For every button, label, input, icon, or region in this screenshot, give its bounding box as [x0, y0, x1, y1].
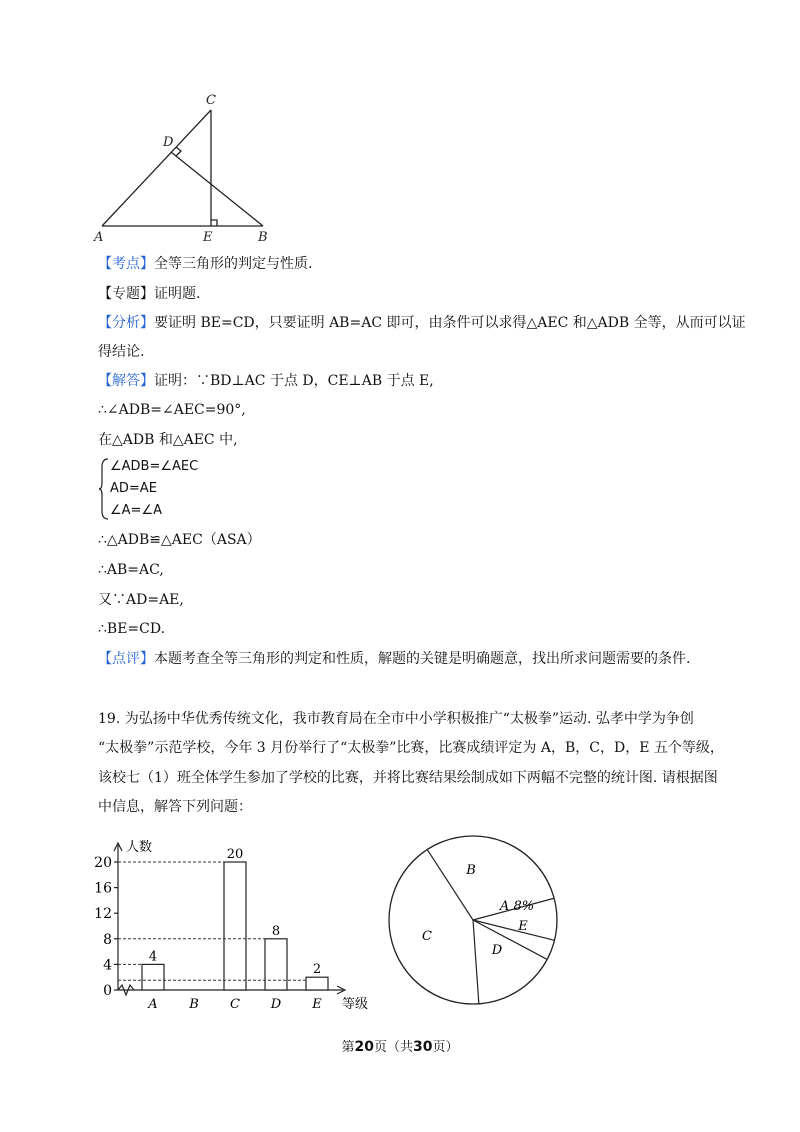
system-row-3: ∠A=∠A — [110, 503, 162, 518]
segment-ac — [102, 110, 211, 226]
footer-page-number: 20 — [354, 1039, 374, 1055]
label-c: C — [206, 93, 216, 108]
label-a: A — [94, 230, 104, 245]
zhuanti-line — [98, 284, 200, 304]
x-tick-label-E: E — [312, 997, 322, 1012]
system-row-2: AD=AE — [110, 481, 157, 496]
data-label-C: 20 — [226, 847, 244, 862]
fenxi-text-1: 要证明 BE=CD，只要证明 AB=AC 即可，由条件可以求得△AEC 和△ADB 全等，从而可以证 — [154, 315, 746, 331]
bar-D — [265, 939, 287, 990]
kaodian-text: 全等三角形的判定与性质. — [154, 256, 313, 272]
fenxi-tag: 【分析】 — [98, 315, 154, 331]
pie-slice-label: A 8% — [499, 899, 535, 914]
bar-C — [224, 862, 246, 990]
bar-chart — [88, 835, 388, 1015]
zhuanti-tag: 【专题】 — [98, 286, 154, 302]
footer-suffix: 页） — [432, 1040, 459, 1055]
bar-E — [306, 977, 328, 990]
equation-system — [98, 457, 208, 521]
fenxi-line-2: 得结论. — [98, 344, 145, 360]
y-tick-label: 20 — [94, 855, 112, 871]
data-label-A: 4 — [148, 949, 158, 965]
dianping-line — [98, 649, 690, 669]
y-tick-label: 12 — [94, 906, 112, 923]
step-1: ∴∠ADB=∠AEC=90°, — [98, 402, 246, 418]
footer-prefix: 第 — [341, 1040, 355, 1055]
q19-line-2: “太极拳”示范学校，今年 3 月份举行了“太极拳”比赛，比赛成绩评定为 A，B，C，D，E 五个等级， — [98, 740, 724, 756]
pie-slice-label: C — [422, 929, 432, 944]
label-e: E — [203, 230, 213, 245]
q19-line-4: 中信息，解答下列问题： — [98, 799, 252, 815]
label-b: B — [258, 230, 268, 245]
pie-slice-label: D — [491, 943, 503, 958]
bar-A — [142, 964, 164, 990]
step-5: 又∵AD=AE, — [98, 592, 184, 608]
jieda-line — [98, 371, 434, 391]
right-angle-d — [176, 147, 181, 156]
label-d: D — [163, 135, 174, 150]
right-angle-e — [211, 220, 217, 226]
y-tick-label: 0 — [103, 983, 112, 999]
zhuanti-text: 证明题. — [154, 286, 201, 302]
pie-chart — [385, 832, 565, 1012]
x-tick-label-D: D — [270, 997, 282, 1012]
y-axis-label: 人数 — [126, 840, 153, 855]
step-2: 在△ADB 和△AEC 中, — [98, 432, 238, 448]
y-tick-label: 8 — [103, 931, 112, 948]
y-tick-label: 4 — [103, 957, 112, 974]
x-axis-label: 等级 — [342, 997, 369, 1012]
x-tick-label-C: C — [230, 997, 240, 1012]
q19-line-3: 该校七（1）班全体学生参加了学校的比赛，并将比赛结果绘制成如下两幅不完整的统计图. 请根据图 — [98, 770, 718, 786]
q19-line-1: 19. 为弘扬中华优秀传统文化，我市教育局在全市中小学积极推广“太极拳”运动. 弘孝中学为争创 — [98, 711, 694, 727]
footer-total-pages: 30 — [413, 1039, 433, 1055]
pie-slice-label: B — [466, 863, 476, 878]
x-tick-label-A: A — [148, 997, 158, 1012]
dianping-text: 本题考查全等三角形的判定和性质，解题的关键是明确题意，找出所求问题需要的条件. — [154, 651, 691, 667]
dianping-tag: 【点评】 — [98, 651, 154, 667]
kaodian-tag: 【考点】 — [98, 256, 154, 272]
step-4: ∴AB=AC, — [98, 562, 164, 578]
data-label-D: 8 — [271, 923, 281, 939]
geometry-figure — [90, 90, 280, 245]
segment-bd — [171, 152, 263, 226]
footer-middle: 页（共 — [373, 1040, 413, 1055]
jieda-tag: 【解答】 — [98, 373, 154, 389]
pie-slice-label: E — [518, 919, 528, 934]
step-6: ∴BE=CD. — [98, 621, 166, 637]
kaodian-line — [98, 254, 312, 274]
fenxi-line — [98, 313, 746, 333]
brace-icon — [98, 457, 110, 521]
jieda-text: 证明：∵BD⊥AC 于点 D，CE⊥AB 于点 E, — [154, 373, 434, 389]
data-label-E: 2 — [312, 962, 322, 978]
x-tick-label-B: B — [189, 997, 199, 1012]
step-3: ∴△ADB≌△AEC（ASA） — [98, 532, 261, 548]
system-row-1: ∠ADB=∠AEC — [110, 459, 199, 474]
page-footer — [0, 1036, 800, 1055]
y-tick-label: 16 — [94, 880, 112, 897]
